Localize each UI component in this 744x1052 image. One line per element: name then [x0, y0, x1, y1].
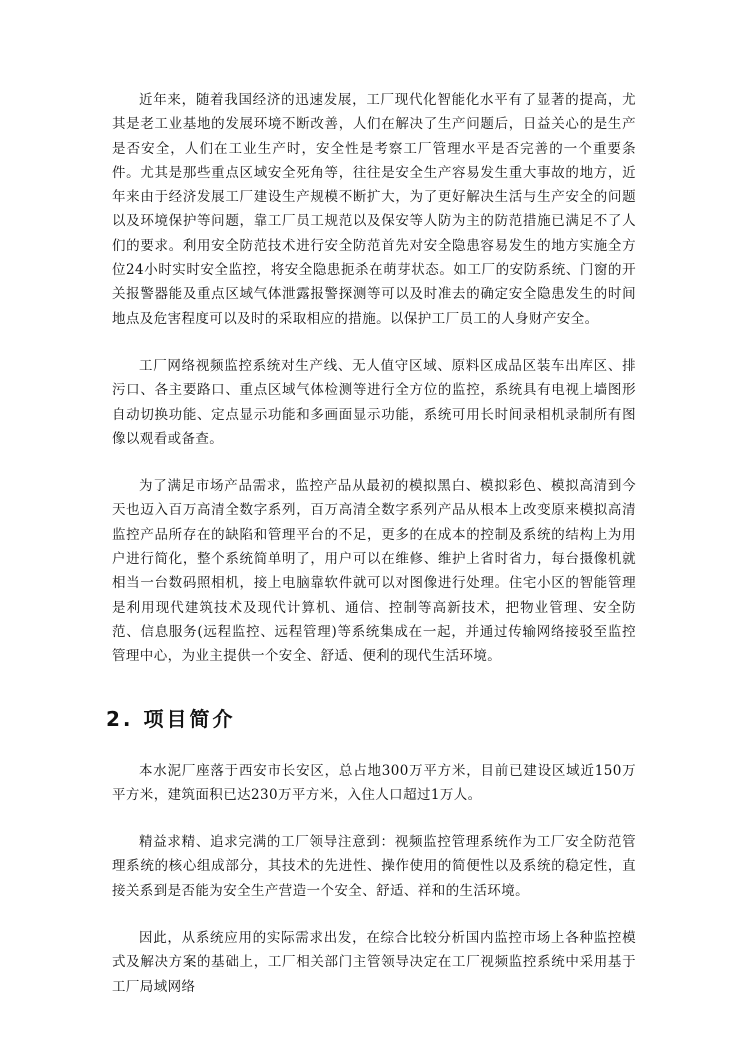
project-paragraph-2: 精益求精、追求完满的工厂领导注意到：视频监控管理系统作为工厂安全防范管理系统的核心组成部分，其技术的先进性、操作使用的简便性以及系统的稳定性，直接关系到是否能为安全生产营造一个安全、舒适、祥和的生活环境。: [112, 834, 636, 899]
document-page: [106, 88, 636, 999]
project-paragraph-1: 本水泥厂座落于西安市长安区，总占地300万平方米，目前已建设区域近150万平方米，建筑面积已达230万平方米，入住人口超过1万人。: [112, 762, 636, 803]
section-heading: 2. 项目简介: [106, 706, 236, 731]
project-paragraph-3: 因此，从系统应用的实际需求出发，在综合比较分析国内监控市场上各种监控模式及解决方案的基础上，工厂相关部门主管领导决定在工厂视频监控系统中采用基于工厂局域网络: [112, 930, 636, 995]
intro-paragraph-2: 工厂网络视频监控系统对生产线、无人值守区域、原料区成品区装车出库区、排污口、各主要路口、重点区域气体检测等进行全方位的监控，系统具有电视上墙图形自动切换功能、定点显示功能和多画面显示功能，系统可用长时间录相机录制所有图像以观看或备查。: [112, 357, 636, 447]
intro-paragraph-3: 为了满足市场产品需求，监控产品从最初的模拟黑白、模拟彩色、模拟高清到今天也迈入百万高清全数字系列，百万高清全数字系列产品从根本上改变原来模拟高清监控产品所存在的缺陷和管理平台的不足，更多的在成本的控制及系统的结构上为用户进行简化，整个系统简单明了，用户可以在维修、维护上省时省力，每台摄像机就相当一台数码照相机，接上电脑靠软件就可以对图像进行处理。住宅小区的智能管理是利用现代建筑技术及现代计算机、通信、控制等高新技术，把物业管理、安全防范、信息服务(远程监控、远程管理)等系统集成在一起，并通过传输网络接驳至监控管理中心，为业主提供一个安全、舒适、便利的现代生活环境。: [112, 478, 636, 665]
intro-paragraph-1: 近年来，随着我国经济的迅速发展，工厂现代化智能化水平有了显著的提高，尤其是老工业基地的发展环境不断改善，人们在解决了生产问题后，日益关心的是生产是否安全，人们在工业生产时，安全性是考察工厂管理水平是否完善的一个重要条件。尤其是那些重点区域安全死角等，往往是安全生产容易发生重大事故的地方，近年来由于经济发展工厂建设生产规模不断扩大，为了更好解决生活与生产安全的问题以及环境保护等问题，靠工厂员工规范以及保安等人防为主的防范措施已满足不了人们的要求。利用安全防范技术进行安全防范首先对安全隐患容易发生的地方实施全方位24小时实时安全监控，将安全隐患扼杀在萌芽状态。如工厂的安防系统、门窗的开关报警器能及重点区域气体泄露报警探测等可以及时准去的确定安全隐患发生的时间地点及危害程度可以及时的采取相应的措施。以保护工厂员工的人身财产安全。: [112, 92, 636, 327]
